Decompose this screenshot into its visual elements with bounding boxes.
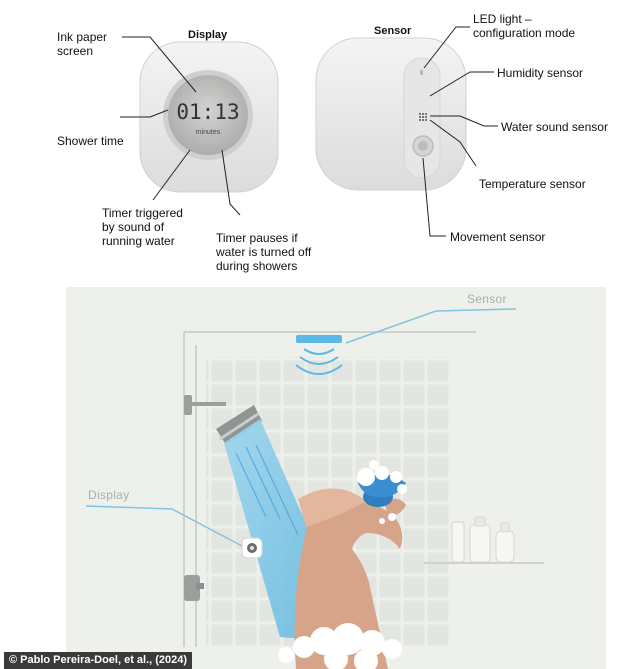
label-ink-paper-screen: Ink paper screen — [57, 30, 108, 58]
scene-label-sensor: Sensor — [467, 292, 507, 306]
label-water-sound-sensor: Water sound sensor — [501, 120, 608, 134]
sensor-title: Sensor — [374, 25, 412, 37]
scene-display-device — [242, 538, 262, 558]
image-credit: © Pablo Pereira-Doel, et al., (2024) — [4, 652, 192, 669]
sensor-strip — [404, 58, 440, 178]
display-title: Display — [188, 29, 228, 41]
label-led-light: LED light – configuration mode — [473, 12, 576, 40]
label-timer-pauses: Timer pauses if water is turned off during showers — [216, 231, 312, 273]
label-timer-triggered: Timer triggered by sound of running water — [102, 206, 183, 248]
label-shower-time: Shower time — [57, 134, 124, 148]
water-sound-sensor-grille — [419, 113, 427, 121]
clock-time: 01:13 — [176, 100, 240, 124]
scene-label-display: Display — [88, 488, 130, 502]
label-movement-sensor: Movement sensor — [450, 230, 546, 244]
label-temperature-sensor: Temperature sensor — [479, 177, 586, 191]
led-light — [420, 70, 423, 75]
shower-scene — [66, 287, 606, 669]
label-humidity-sensor: Humidity sensor — [497, 66, 584, 80]
clock-unit: minutes — [195, 129, 221, 136]
sensor-device — [316, 38, 466, 190]
